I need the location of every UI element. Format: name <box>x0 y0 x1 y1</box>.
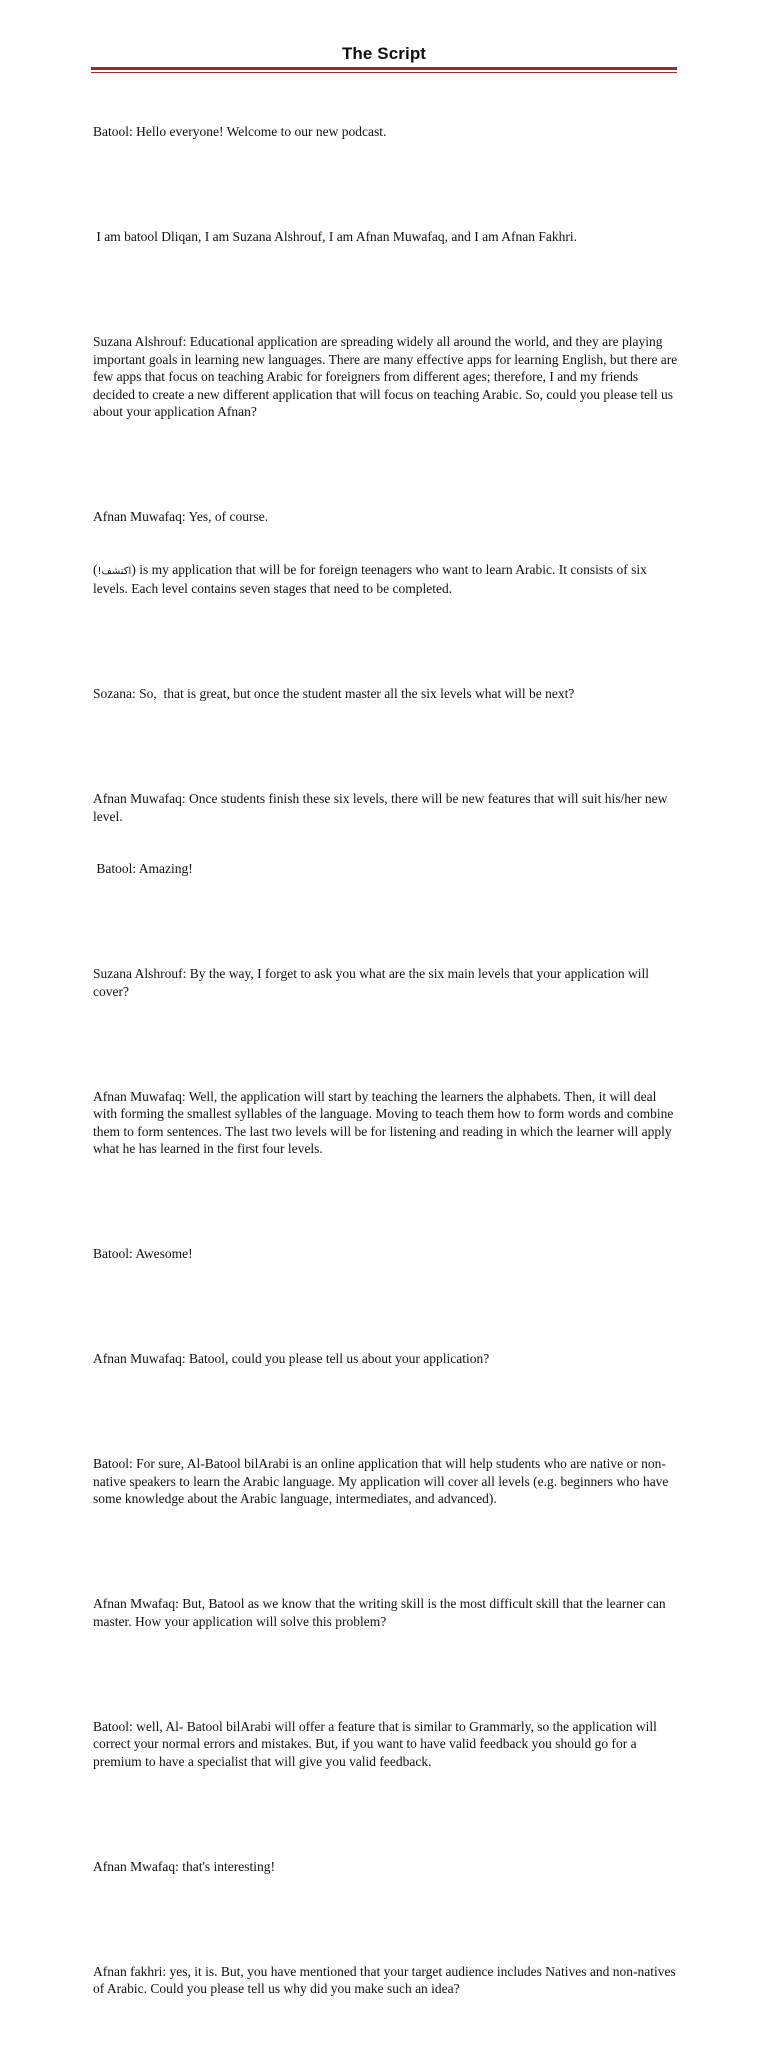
paragraph <box>93 298 683 456</box>
text-line: Afnan fakhri: yes, it is. But, you have mentioned that your target audience includes Natives and non-natives of Arabic. Could you please tell us why did you make such an idea? <box>93 1963 680 1996</box>
text-line: Afnan Muwafaq: Yes, of course. <box>93 509 269 524</box>
paragraph <box>93 193 683 281</box>
paragraph <box>93 1420 683 1543</box>
text-line <box>93 561 683 598</box>
paragraph <box>93 88 683 176</box>
text-line: Suzana Alshrouf: By the way, I forget to ask you what are the six main levels that your application will cover? <box>93 966 653 999</box>
text-line: Afnan Muwafaq: Well, the application will start by teaching the learners the alphabets. Then, it will deal with forming the smallest syllables of the language. Moving to teach them how to form words and combine them to form sentences. The last two levels will be for listening and reading in which the learner will apply what he has learned in the first four levels. <box>93 1088 677 1156</box>
text-line: Afnan Muwafaq: Once students finish these six levels, there will be new features that will suit his/her new level. <box>93 791 671 824</box>
paragraph <box>93 650 683 738</box>
text-line: Batool: Hello everyone! Welcome to our new podcast. <box>93 124 387 139</box>
text-line: Afnan Mwafaq: that's interesting! <box>93 1858 276 1874</box>
text-line: Afnan Mwafaq: But, Batool as we know that the writing skill is the most difficult skill that the learner can master. How your application will solve this problem? <box>93 1596 670 1629</box>
paragraph <box>93 1315 683 1403</box>
paragraph <box>93 755 683 913</box>
paragraph <box>93 1210 683 1298</box>
text-line: Batool: Awesome! <box>93 1246 193 1261</box>
title-underline-thin <box>91 72 677 73</box>
text-line-rest: is my application that will be for foreign teenagers who want to learn Arabic. It consists of six levels. Each level contains seven stages that need to be completed. <box>93 561 651 596</box>
text-line: Batool: well, Al- Batool bilArabi will offer a feature that is similar to Grammarly, so the application will correct your normal errors and mistakes. But, if you want to have valid feedback you should go for a premium to have a specialist that will give you valid feedback. <box>93 1718 661 1769</box>
text-line: Suzana Alshrouf: Educational application are spreading widely all around the world, and they are playing important goals in learning new languages. There are many effective apps for learning English, but there are few apps that focus on teaching Arabic for foreigners from different ages; therefore, I and my friends decided to create a new different application that will focus on teaching Arabic. So, could you please tell us about your application Afnan? <box>93 334 681 419</box>
script-body <box>93 88 683 2048</box>
paragraph <box>93 473 683 633</box>
paragraph <box>93 1560 683 1665</box>
text-line: Batool: For sure, Al-Batool bilArabi is an online application that will help students who are native or non-native speakers to learn the Arabic language. My application will cover all levels (e.g. beginners who have some knowledge about the Arabic language, intermediates, and advanced). <box>93 1456 672 1506</box>
paragraph <box>93 1683 683 1806</box>
arabic-app-name: اكتشف! <box>97 565 132 577</box>
text-line: Sozana: So, that is great, but once the student master all the six levels what will be next? <box>93 686 575 701</box>
paragraph <box>93 930 683 1035</box>
paragraph <box>93 1823 683 1911</box>
paragraph <box>93 1928 683 2033</box>
paren-open: ( <box>93 561 98 577</box>
text-line: Batool: Amazing! <box>93 861 193 876</box>
page-title: The Script <box>341 44 427 63</box>
title-underline-thick <box>91 67 677 70</box>
paren-close: ) <box>131 561 136 577</box>
text-line: Afnan Muwafaq: Batool, could you please tell us about your application? <box>93 1351 490 1366</box>
paragraph <box>93 1053 683 1193</box>
text-line: I am batool Dliqan, I am Suzana Alshrouf, I am Afnan Muwafaq, and I am Afnan Fakhri. <box>93 229 578 244</box>
